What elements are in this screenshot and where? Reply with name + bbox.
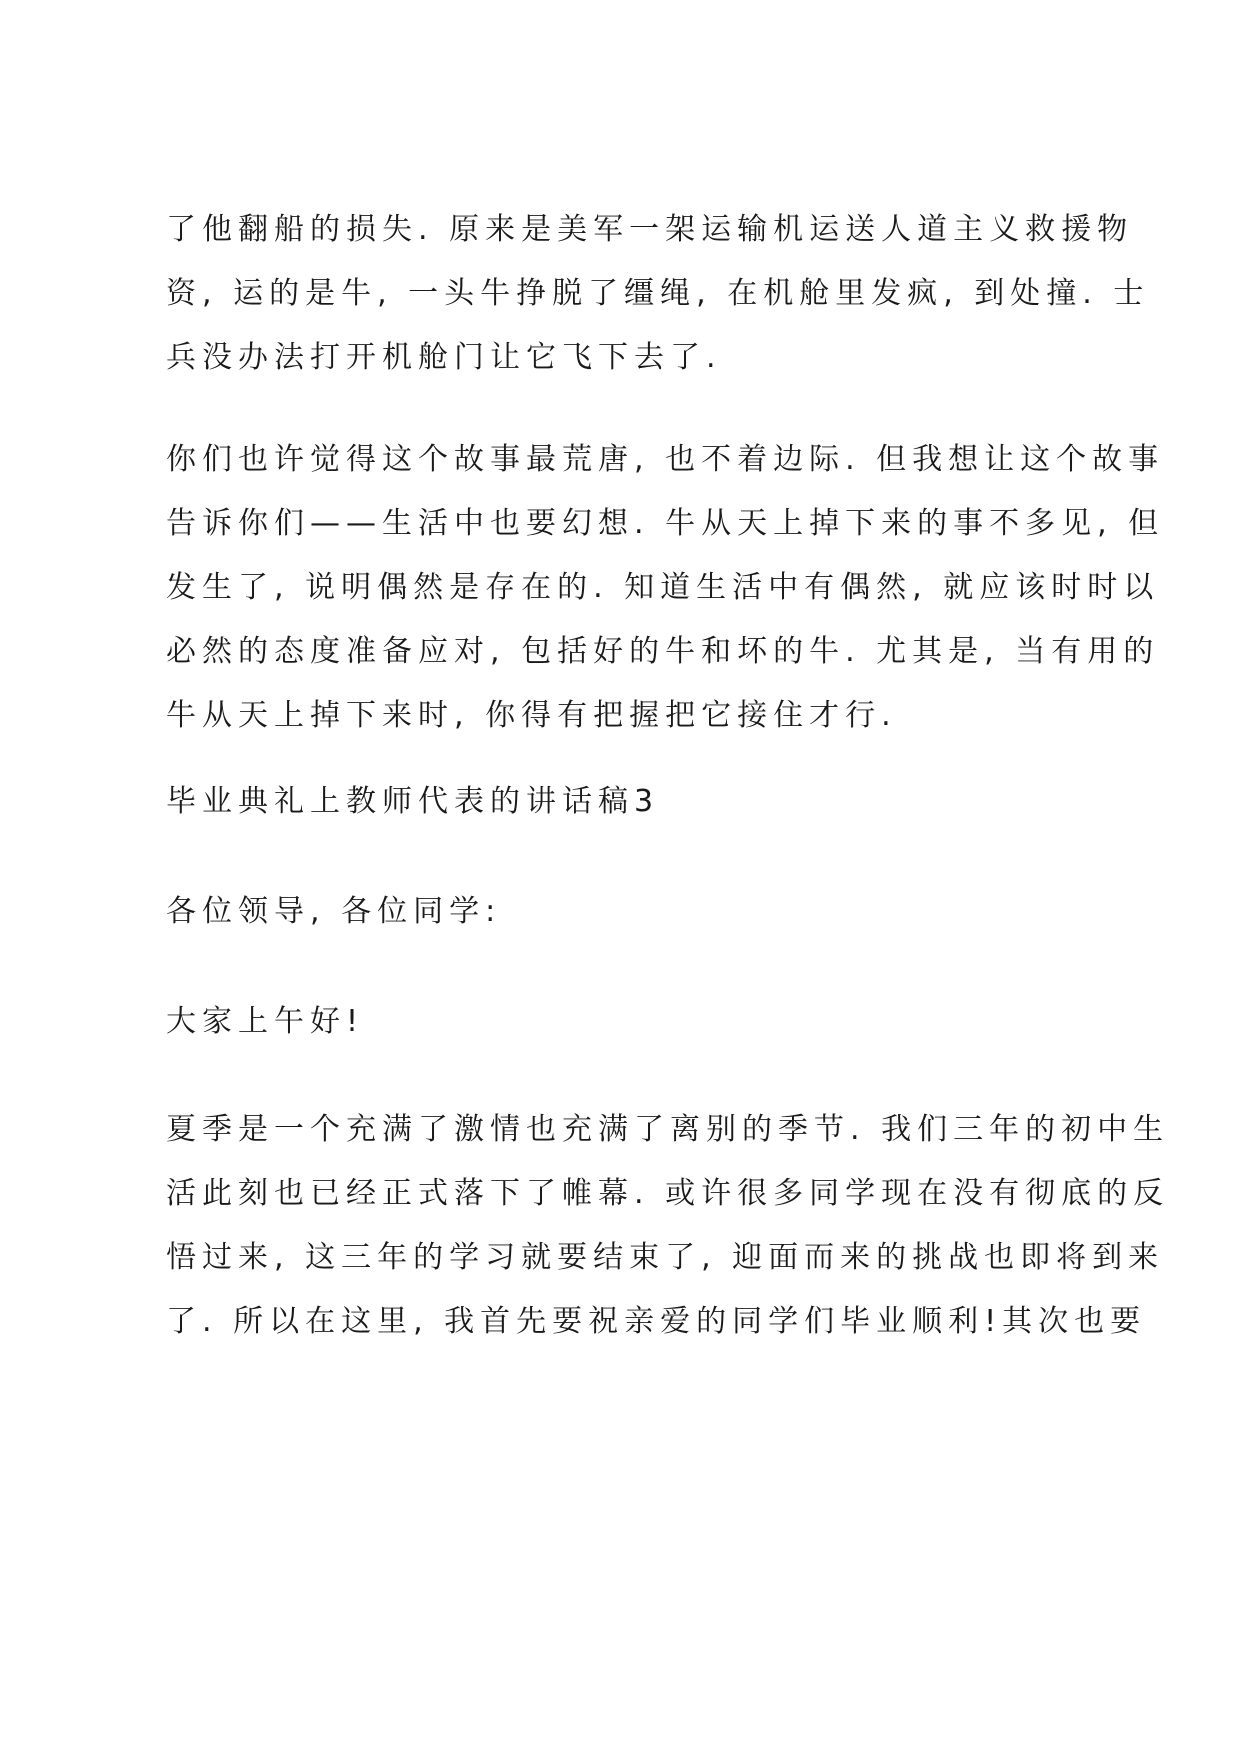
text-line: 你们也许觉得这个故事最荒唐, 也不着边际. 但我想让这个故事	[166, 442, 1165, 477]
text-line: 牛从天上掉下来时, 你得有把握把它接住才行.	[166, 698, 897, 733]
paragraph-speech-body	[166, 1098, 1170, 1354]
text-line: 资, 运的是牛, 一头牛挣脱了缰绳, 在机舱里发疯, 到处撞. 士	[166, 276, 1150, 311]
paragraph-story-moral	[166, 428, 1165, 748]
text-line: 悟过来, 这三年的学习就要结束了, 迎面而来的挑战也即将到来	[166, 1240, 1165, 1275]
text-line: 告诉你们——生活中也要幻想. 牛从天上掉下来的事不多见, 但	[166, 506, 1165, 541]
text-line: 了. 所以在这里, 我首先要祝亲爱的同学们毕业顺利!其次也要	[166, 1304, 1147, 1339]
text-line: 兵没办法打开机舱门让它飞下去了.	[166, 340, 722, 375]
text-line: 了他翻船的损失. 原来是美军一架运输机运送人道主义救援物	[166, 212, 1134, 247]
text-line: 活此刻也已经正式落下了帷幕. 或许很多同学现在没有彻底的反	[166, 1176, 1170, 1211]
paragraph-story-end	[166, 198, 1150, 390]
text-line: 必然的态度准备应对, 包括好的牛和坏的牛. 尤其是, 当有用的	[166, 634, 1160, 669]
greeting	[166, 990, 1096, 1054]
text-line: 夏季是一个充满了激情也充满了离别的季节. 我们三年的初中生	[166, 1112, 1170, 1147]
text-line: 大家上午好!	[166, 1004, 365, 1039]
text-line: 发生了, 说明偶然是存在的. 知道生活中有偶然, 就应该时时以	[166, 570, 1160, 605]
heading-line: 毕业典礼上教师代表的讲话稿3	[166, 784, 660, 819]
text-line: 各位领导, 各位同学:	[166, 894, 502, 929]
salutation	[166, 880, 1096, 944]
section-heading	[166, 770, 1096, 834]
